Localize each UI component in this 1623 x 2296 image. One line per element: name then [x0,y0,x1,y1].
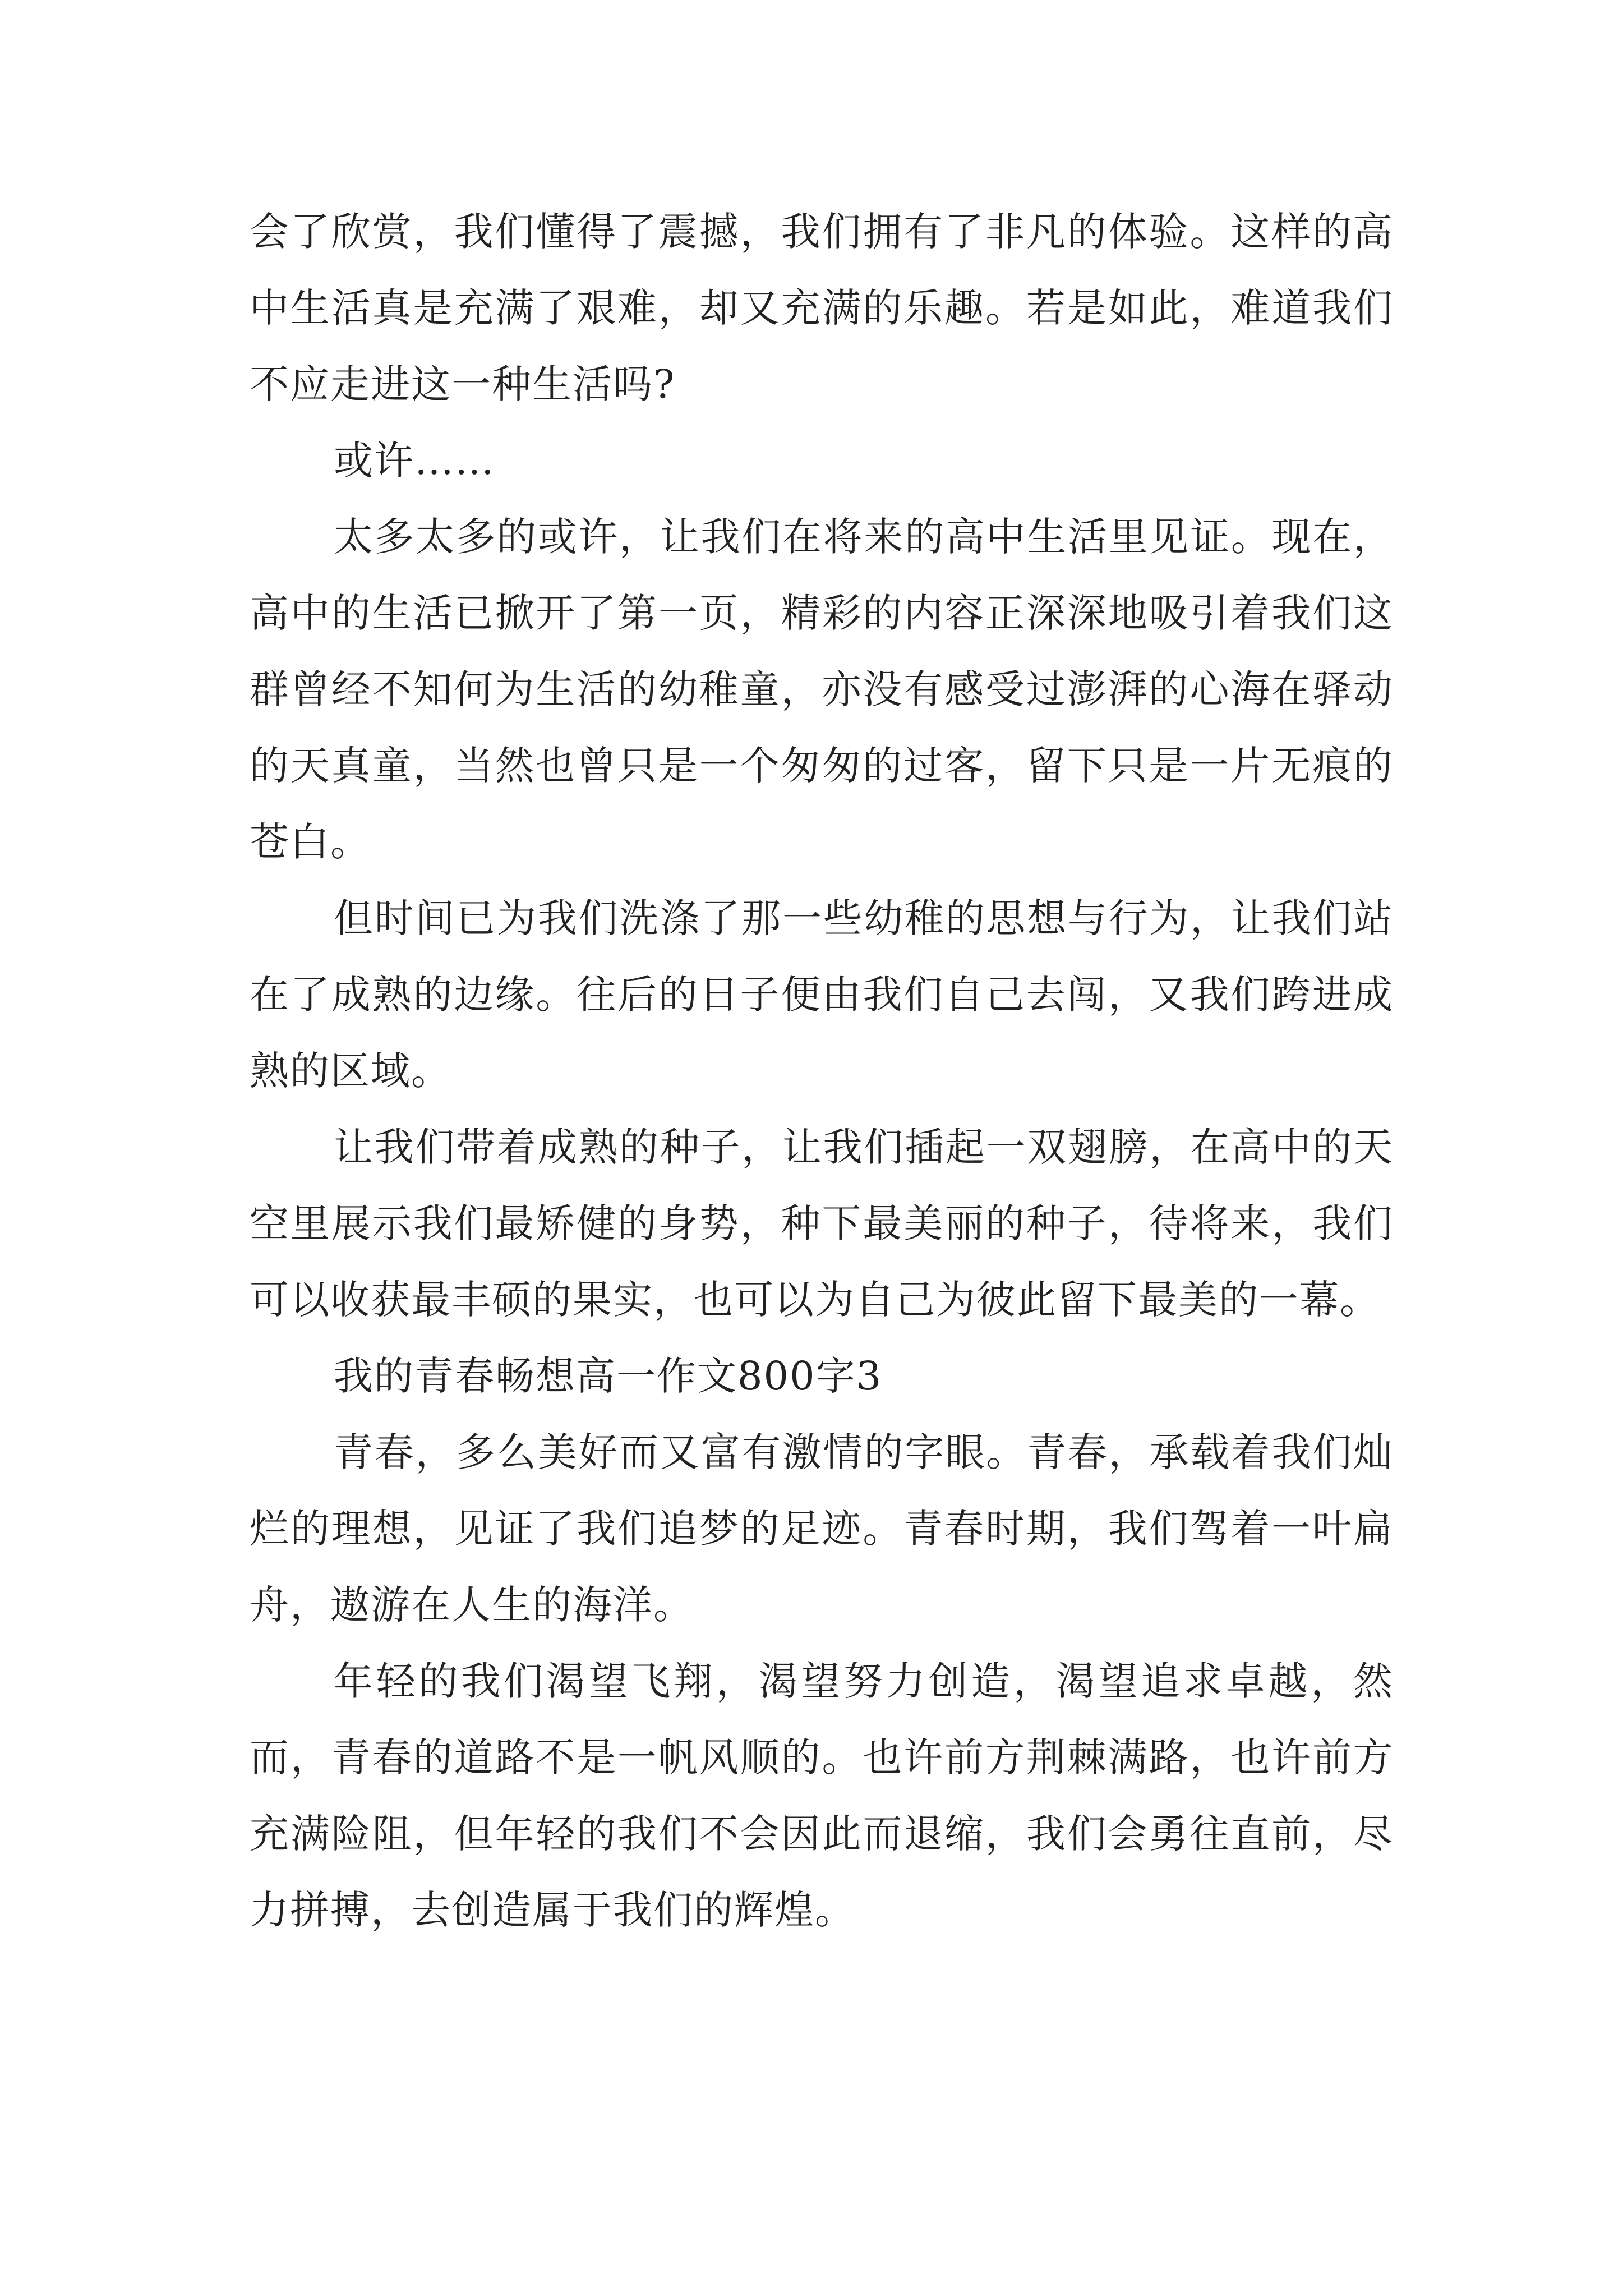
paragraph: 会了欣赏，我们懂得了震撼，我们拥有了非凡的体验。这样的高中生活真是充满了艰难，却又充满的乐趣。若是如此，难道我们不应走进这一种生活吗? [250,209,1394,407]
paragraph: 年轻的我们渴望飞翔，渴望努力创造，渴望追求卓越，然而，青春的道路不是一帆风顺的。也许前方荆棘满路，也许前方充满险阻，但年轻的我们不会因此而退缩，我们会勇往直前，尽力拼搏，去创造属于我们的辉煌。 [250,1658,1394,1933]
document-body [250,194,1394,1948]
paragraph: 或许…… [334,438,495,484]
paragraph: 青春，多么美好而又富有激情的字眼。青春，承载着我们灿烂的理想，见证了我们追梦的足迹。青春时期，我们驾着一叶扁舟，遨游在人生的海洋。 [250,1429,1394,1628]
section-heading: 我的青春畅想高一作文800字3 [334,1353,883,1399]
paragraph: 让我们带着成熟的种子，让我们插起一双翅膀，在高中的天空里展示我们最矫健的身势，种下最美丽的种子，待将来，我们可以收获最丰硕的果实，也可以为自己为彼此留下最美的一幕。 [250,1124,1394,1323]
paragraph: 太多太多的或许，让我们在将来的高中生活里见证。现在，高中的生活已掀开了第一页，精彩的内容正深深地吸引着我们这群曾经不知何为生活的幼稚童，亦没有感受过澎湃的心海在驿动的天真童，当然也曾只是一个匆匆的过客，留下只是一片无痕的苍白。 [250,514,1394,865]
paragraph: 但时间已为我们洗涤了那一些幼稚的思想与行为，让我们站在了成熟的边缘。往后的日子便由我们自己去闯，又我们跨进成熟的区域。 [250,895,1394,1094]
